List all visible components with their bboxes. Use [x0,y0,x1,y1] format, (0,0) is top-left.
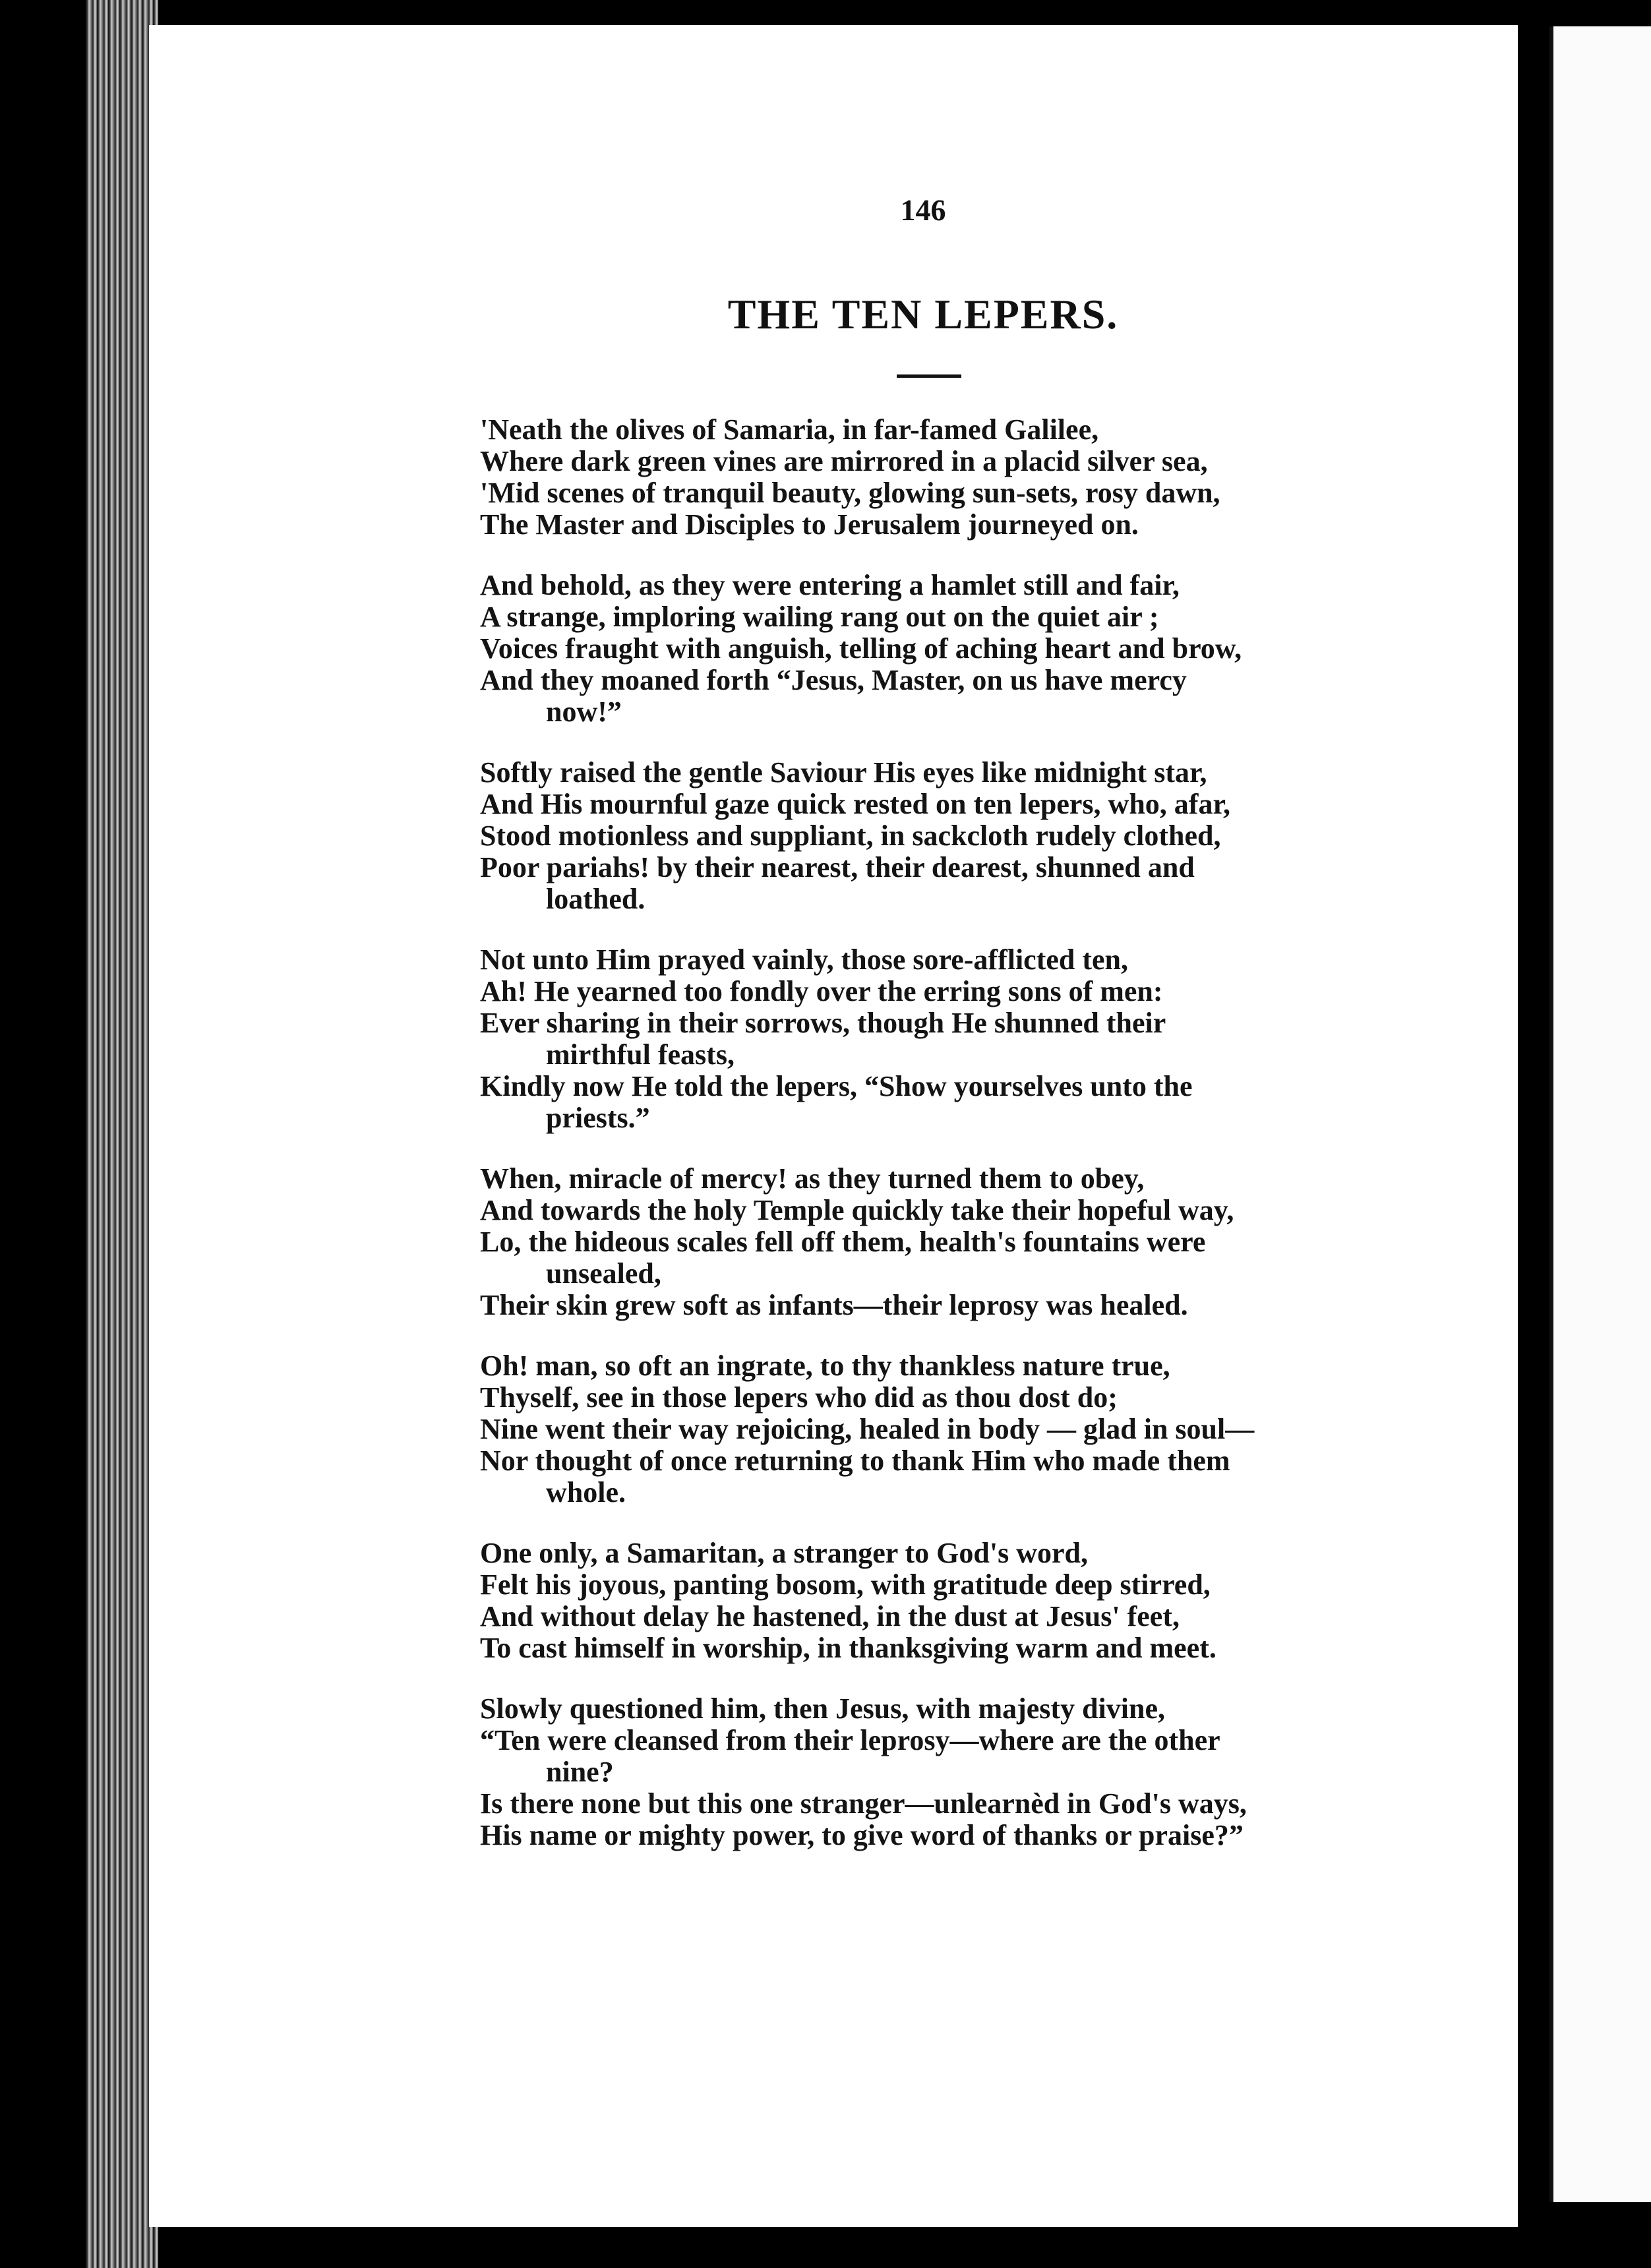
poem-line: Nine went their way rejoicing, healed in body — glad in soul— [480,1414,1255,1445]
poem-line: now!” [546,696,622,728]
poem-line: Slowly questioned him, then Jesus, with majesty divine, [480,1693,1166,1725]
poem-line: And without delay he hastened, in the dust at Jesus' feet, [480,1601,1180,1632]
poem-line: Oh! man, so oft an ingrate, to thy thankless nature true, [480,1350,1170,1382]
poem-body [480,414,1383,1880]
poem-line: Lo, the hideous scales fell off them, health's fountains were [480,1226,1206,1258]
poem-line: Voices fraught with anguish, telling of aching heart and brow, [480,633,1242,665]
poem-line: priests.” [546,1102,650,1134]
poem-stanza [480,414,1383,541]
poem-line: And His mournful gaze quick rested on ten lepers, who, afar, [480,789,1230,820]
title-rule [897,374,961,378]
poem-stanza [480,1350,1383,1508]
poem-line: Nor thought of once returning to thank Him who made them [480,1445,1230,1477]
poem-line: The Master and Disciples to Jerusalem journeyed on. [480,509,1139,541]
poem-line: And behold, as they were entering a hamlet still and fair, [480,570,1180,601]
poem-line: When, miracle of mercy! as they turned them to obey, [480,1163,1145,1195]
poem-line: Thyself, see in those lepers who did as thou dost do; [480,1382,1118,1414]
poem-line: Stood motionless and suppliant, in sackcloth rudely clothed, [480,820,1221,852]
poem-line: A strange, imploring wailing rang out on the quiet air ; [480,601,1159,633]
poem-line: Kindly now He told the lepers, “Show yourselves unto the [480,1071,1193,1102]
poem-line: mirthful feasts, [546,1039,735,1071]
poem-stanza [480,1693,1383,1851]
poem-line: His name or mighty power, to give word of thanks or praise?” [480,1820,1244,1851]
poem-stanza [480,757,1383,915]
poem-line: 'Mid scenes of tranquil beauty, glowing sun-sets, rosy dawn, [480,477,1220,509]
poem-stanza [480,944,1383,1134]
poem-title: THE TEN LEPERS. [727,291,1119,338]
poem-stanza [480,1537,1383,1664]
poem-line: And towards the holy Temple quickly take their hopeful way, [480,1195,1234,1226]
facing-page-edge [1549,26,1651,2202]
poem-line: Not unto Him prayed vainly, those sore-afflicted ten, [480,944,1129,976]
poem-line: 'Neath the olives of Samaria, in far-famed Galilee, [480,414,1099,446]
poem-line: Is there none but this one stranger—unlearnèd in God's ways, [480,1788,1247,1820]
poem-line: And they moaned forth “Jesus, Master, on us have mercy [480,665,1187,696]
poem-line: Where dark green vines are mirrored in a placid silver sea, [480,446,1208,477]
poem-line: loathed. [546,883,645,915]
poem-line: Softly raised the gentle Saviour His eyes like midnight star, [480,757,1207,789]
poem-line: Felt his joyous, panting bosom, with gratitude deep stirred, [480,1569,1211,1601]
poem-line: Their skin grew soft as infants—their leprosy was healed. [480,1290,1188,1321]
poem-line: whole. [546,1477,626,1508]
poem-stanza [480,1163,1383,1321]
poem-line: nine? [546,1756,614,1788]
page-number: 146 [900,193,946,227]
poem-line: Ever sharing in their sorrows, though He shunned their [480,1007,1166,1039]
book-spine-edge [86,0,158,2268]
poem-line: “Ten were cleansed from their leprosy—where are the other [480,1725,1220,1756]
poem-line: One only, a Samaritan, a stranger to God's word, [480,1537,1089,1569]
poem-line: unsealed, [546,1258,661,1290]
poem-line: To cast himself in worship, in thanksgiving warm and meet. [480,1632,1216,1664]
poem-line: Poor pariahs! by their nearest, their dearest, shunned and [480,852,1195,883]
poem-stanza [480,570,1383,728]
poem-line: Ah! He yearned too fondly over the erring sons of men: [480,976,1163,1007]
